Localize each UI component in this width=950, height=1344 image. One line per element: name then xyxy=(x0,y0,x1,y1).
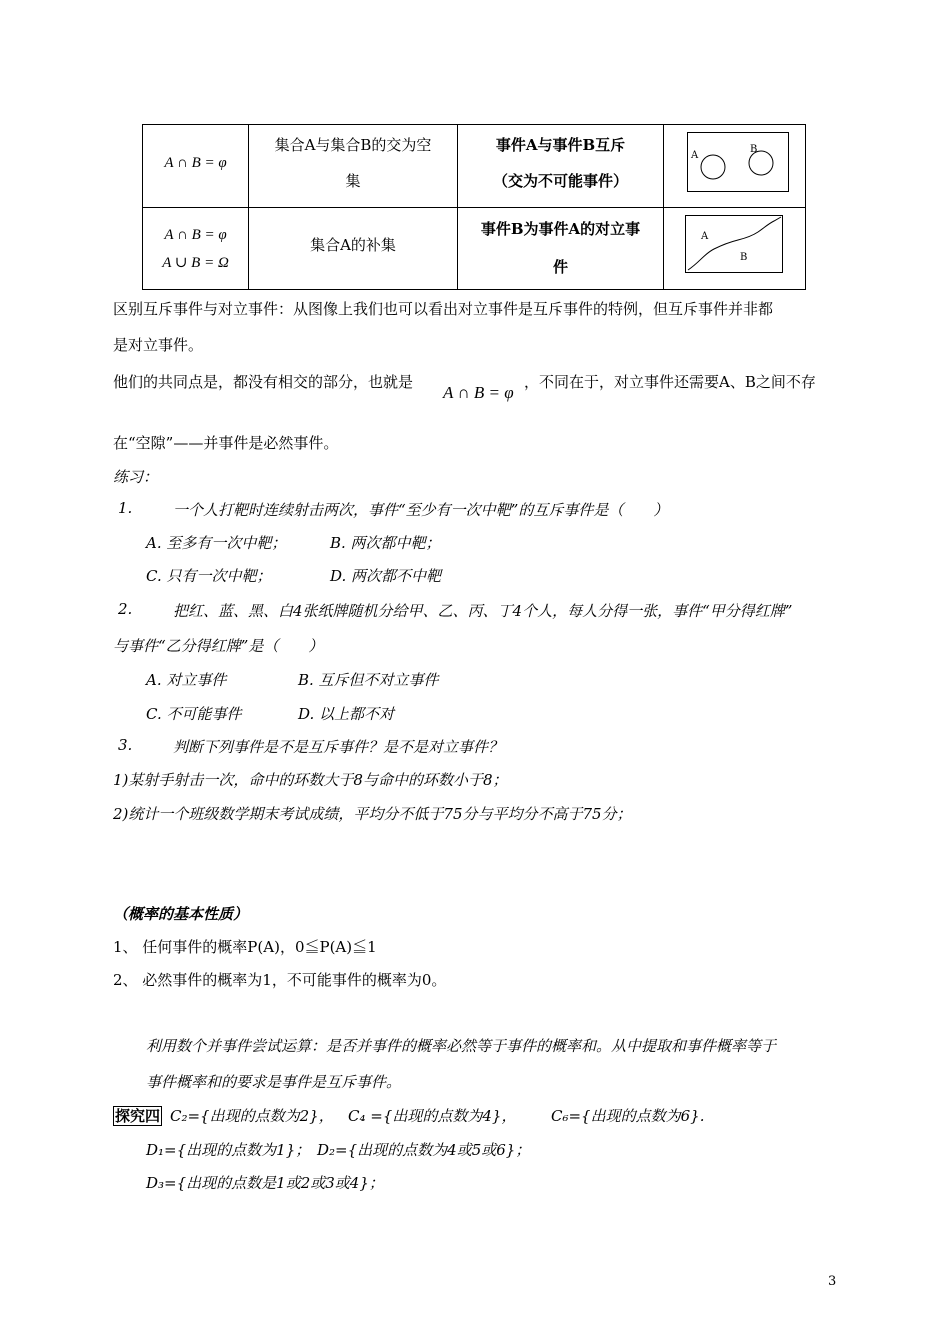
p1-line2: 是对立事件。 xyxy=(113,336,204,354)
row1-event-desc-1: 事件A与事件B互斥 xyxy=(495,136,626,154)
d3-def: D₃={出现的点数是1或2或3或4}； xyxy=(146,1174,384,1192)
diagram-label-a: A xyxy=(701,231,709,242)
q1-option-d: D. 两次都不中靶 xyxy=(330,567,442,585)
q2-text: 把红、蓝、黑、白4张纸牌随机分给甲、乙、丙、丁4个人，每人分得一张，事件“甲分得红牌” xyxy=(173,602,793,620)
row1-set-desc-1: 集合A与集合B的交为空 xyxy=(274,136,432,154)
q1-number: 1. xyxy=(118,499,133,517)
q3-number: 3. xyxy=(118,736,133,754)
row2-set-desc: 集合A的补集 xyxy=(310,236,396,254)
row2-event-desc-1: 事件B为事件A的对立事 xyxy=(480,220,641,238)
exercise-title: 练习： xyxy=(113,468,159,486)
q3-item-2: 2)统计一个班级数学期末考试成绩，平均分不低于75分与平均分不高于75分； xyxy=(113,805,632,823)
row2-event-desc-2: 件 xyxy=(552,258,568,276)
diagram-label-a: A xyxy=(691,150,699,161)
property-2: 2、 必然事件的概率为1，不可能事件的概率为0。 xyxy=(113,971,447,989)
p1-line1: 区别互斥事件与对立事件：从图像上我们也可以看出对立事件是互斥事件的特例，但互斥事件并非都 xyxy=(113,300,774,318)
d1-def: D₁={出现的点数为1}； xyxy=(146,1141,311,1159)
diagram-label-b: B xyxy=(740,252,748,263)
q1-option-a: A. 至多有一次中靶； xyxy=(146,534,287,552)
row1-set-desc-2: 集 xyxy=(345,172,361,190)
diagram-label-b: B xyxy=(750,144,758,155)
q3-item-1: 1)某射手射击一次，命中的环数大于8与命中的环数小于8； xyxy=(113,771,508,789)
row2-formula-1: A ∩ B = φ xyxy=(164,227,227,243)
q1-option-c: C. 只有一次中靶； xyxy=(146,567,272,585)
q1-option-b: B. 两次都中靶； xyxy=(330,534,441,552)
complement-diagram xyxy=(685,215,783,273)
row2-formula-2: A ∪ B = Ω xyxy=(162,255,229,271)
c4-def: C₄ ={出现的点数为4}， xyxy=(348,1107,517,1125)
disjoint-venn-diagram xyxy=(687,132,789,192)
row1-event-desc-2: （交为不可能事件） xyxy=(492,172,628,190)
comparison-table xyxy=(142,124,806,290)
q2-text-2: 与事件“乙分得红牌”是（ ） xyxy=(113,637,324,655)
p2-line2: 在“空隙”——并事件是必然事件。 xyxy=(113,434,339,452)
q1-text: 一个人打靶时连续射击两次，事件“至少有一次中靶”的互斥事件是（ ） xyxy=(173,501,669,519)
property-1: 1、 任何事件的概率P(A)，0≦P(A)≦1 xyxy=(113,938,377,956)
explore-label xyxy=(113,1105,162,1126)
q2-number: 2. xyxy=(118,600,133,618)
p2-part1: 他们的共同点是，都没有相交的部分，也就是 xyxy=(113,373,414,391)
q2-option-d: D. 以上都不对 xyxy=(298,705,395,723)
row1-formula: A ∩ B = φ xyxy=(164,155,227,171)
c6-def: C₆={出现的点数为6}. xyxy=(551,1107,705,1125)
q2-option-c: C. 不可能事件 xyxy=(146,705,242,723)
complement-curve-icon xyxy=(686,216,782,272)
table-divider xyxy=(143,207,805,208)
q2-option-a: A. 对立事件 xyxy=(146,671,227,689)
d2-def: D₂={出现的点数为4或5或6}； xyxy=(317,1141,531,1159)
try-line-2: 事件概率和的要求是事件是互斥事件。 xyxy=(146,1073,402,1091)
c2-def: C₂={出现的点数为2}， xyxy=(170,1107,334,1125)
p2-part2: ，不同在于，对立事件还需要A、B之间不存 xyxy=(524,373,816,391)
q3-text: 判断下列事件是不是互斥事件？是不是对立事件？ xyxy=(173,738,504,756)
p2-formula: A ∩ B = φ xyxy=(443,383,514,402)
section-title: （概率的基本性质） xyxy=(113,905,249,923)
explore-badge: 探究四 xyxy=(115,1107,161,1125)
try-line-1: 利用数个并事件尝试运算：是否并事件的概率必然等于事件的概率和。从中提取和事件概率等于 xyxy=(146,1037,777,1055)
page-number: 3 xyxy=(828,1274,837,1289)
disjoint-circles-icon xyxy=(688,133,788,191)
q2-option-b: B. 互斥但不对立事件 xyxy=(298,671,439,689)
